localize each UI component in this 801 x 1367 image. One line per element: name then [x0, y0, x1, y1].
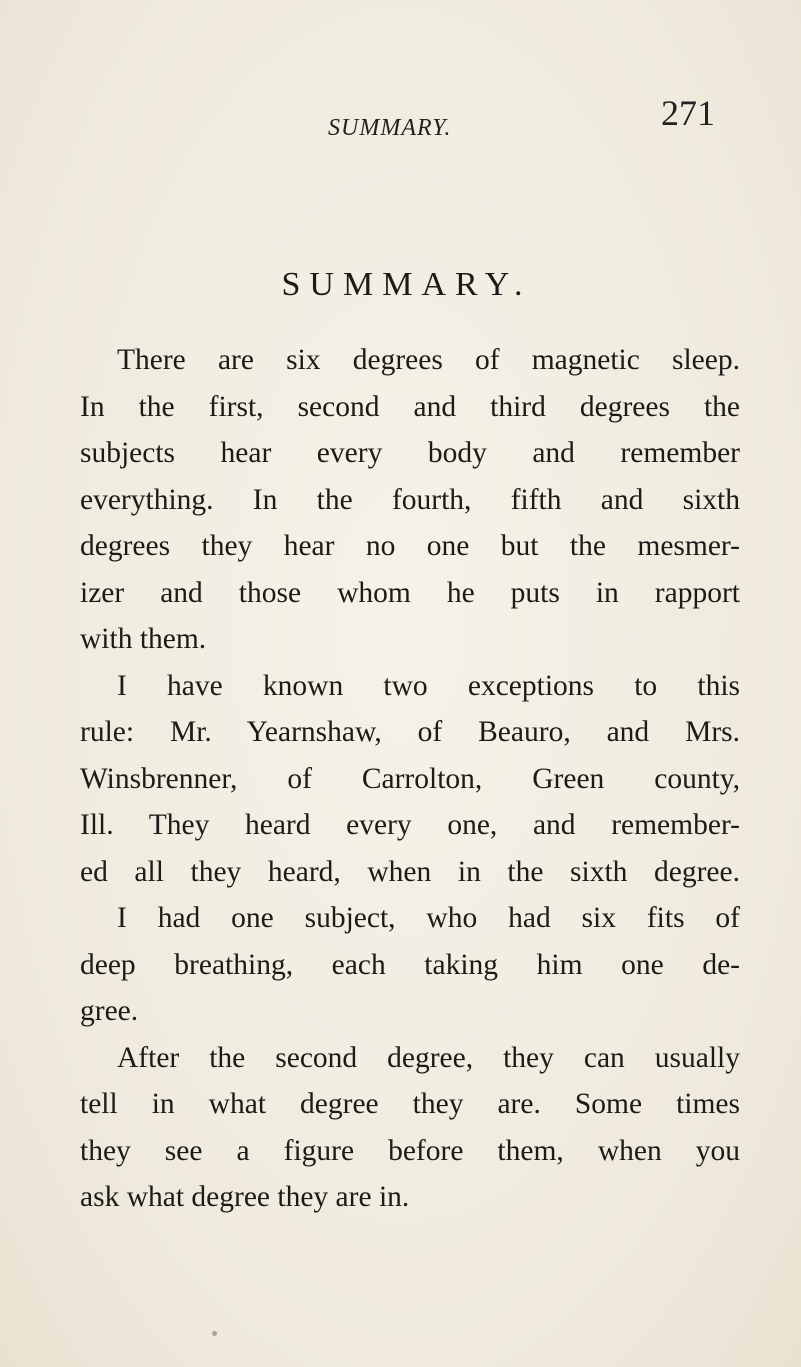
text-line: In the first, second and third degrees the	[80, 390, 740, 423]
text-line: deep breathing, each taking him one de-	[80, 948, 740, 981]
text-line: After the second degree, they can usually	[117, 1041, 740, 1074]
text-line: rule: Mr. Yearnshaw, of Beauro, and Mrs.	[80, 716, 740, 748]
section-title: SUMMARY.	[281, 266, 532, 303]
text-line: Winsbrenner, of Carrolton, Green county,	[80, 762, 740, 795]
running-head: SUMMARY.	[328, 115, 452, 141]
text-line: tell in what degree they are. Some times	[80, 1088, 740, 1120]
text-line: with them.	[80, 623, 207, 655]
text-line: There are six degrees of magnetic sleep.	[117, 344, 740, 376]
text-line: I have known two exceptions to this	[117, 669, 740, 702]
text-line: they see a figure before them, when you	[80, 1134, 740, 1167]
body-text	[80, 337, 740, 1221]
text-line: I had one subject, who had six fits of	[117, 902, 740, 934]
text-line: ed all they heard, when in the sixth degree.	[80, 855, 740, 888]
ink-speck	[212, 1331, 217, 1336]
text-line: everything. In the fourth, fifth and sixth	[80, 483, 740, 516]
text-line: izer and those whom he puts in rapport	[80, 576, 740, 609]
text-line: subjects hear every body and remember	[80, 437, 740, 469]
text-line: gree.	[80, 995, 139, 1027]
text-line: degrees they hear no one but the mesmer-	[80, 530, 740, 562]
text-line: Ill. They heard every one, and remember-	[80, 809, 740, 841]
page-number: 271	[661, 93, 715, 133]
text-line: ask what degree they are in.	[80, 1181, 410, 1213]
